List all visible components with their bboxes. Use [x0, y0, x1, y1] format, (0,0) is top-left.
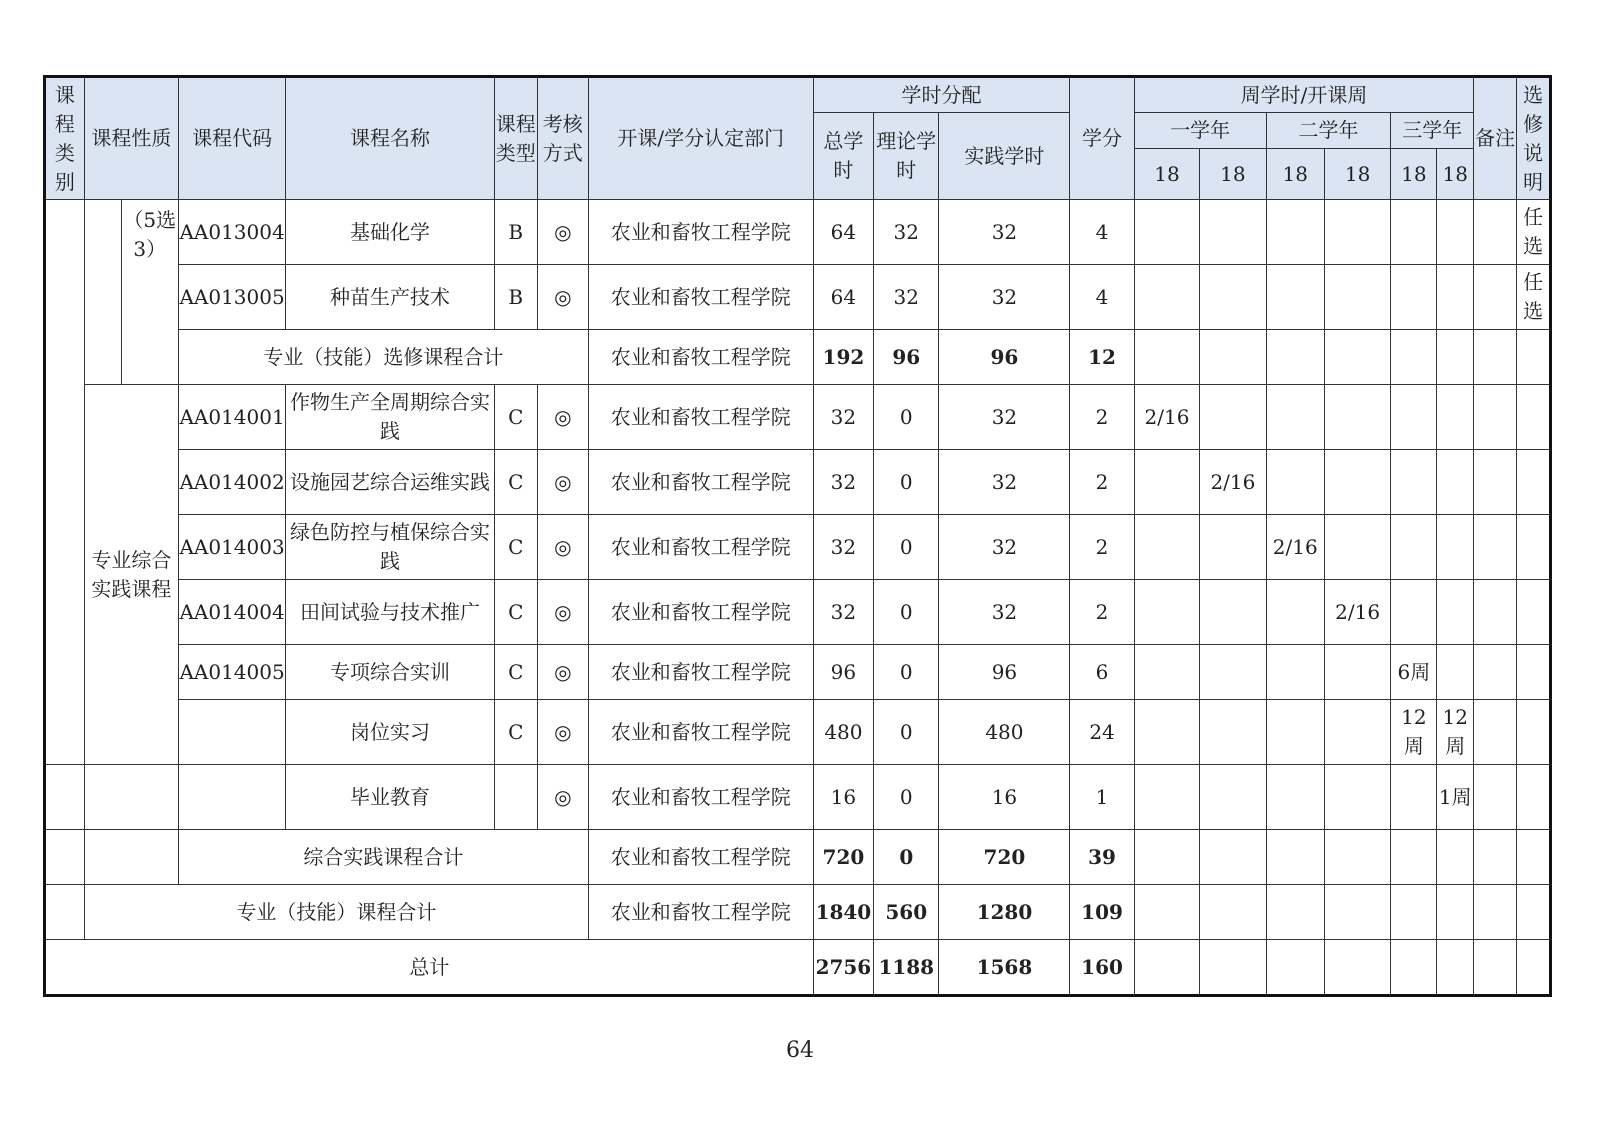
table-row	[45, 515, 1551, 580]
course-code: AA014001	[178, 385, 285, 450]
table-row	[45, 580, 1551, 645]
course-name: 专项综合实训	[286, 645, 495, 700]
course-plan-table	[43, 75, 1552, 997]
total-hours: 96	[813, 645, 873, 700]
week-cell: 12周	[1437, 700, 1474, 765]
week-cell	[1200, 645, 1266, 700]
week-cell	[1134, 580, 1199, 645]
header-category: 课程类别	[45, 77, 85, 200]
week-cell: 2/16	[1266, 515, 1324, 580]
course-type: C	[494, 580, 537, 645]
exam-method: ◎	[537, 765, 588, 830]
course-name: 绿色防控与植保综合实践	[286, 515, 495, 580]
credits: 2	[1070, 385, 1134, 450]
header-week-1: 18	[1134, 149, 1199, 200]
week-cell: 1周	[1437, 765, 1474, 830]
subtotal-row	[45, 330, 1551, 385]
department: 农业和畜牧工程学院	[588, 830, 813, 885]
credits: 4	[1070, 200, 1134, 265]
week-cell	[1437, 645, 1474, 700]
practice-hours: 720	[939, 830, 1070, 885]
exam-method: ◎	[537, 385, 588, 450]
credits: 2	[1070, 450, 1134, 515]
course-name: 田间试验与技术推广	[286, 580, 495, 645]
week-cell	[1391, 450, 1437, 515]
elective-note: 任选	[1517, 265, 1551, 330]
table-row	[45, 645, 1551, 700]
week-cell: 12周	[1391, 700, 1437, 765]
table-row	[45, 265, 1551, 330]
elective-note: 任选	[1517, 200, 1551, 265]
course-name: 毕业教育	[286, 765, 495, 830]
week-cell	[1324, 700, 1390, 765]
credits: 160	[1070, 940, 1134, 996]
header-type: 课程类型	[494, 77, 537, 200]
theory-hours: 0	[874, 450, 939, 515]
theory-hours: 32	[874, 265, 939, 330]
theory-hours: 0	[874, 515, 939, 580]
theory-hours: 0	[874, 385, 939, 450]
header-year1: 一学年	[1134, 113, 1266, 149]
header-exam: 考核方式	[537, 77, 588, 200]
course-code: AA014005	[178, 645, 285, 700]
practice-hours: 32	[939, 200, 1070, 265]
practice-group-label: 专业综合实践课程	[84, 385, 178, 765]
week-cell	[1437, 515, 1474, 580]
elective-group-note: （5选3）	[121, 200, 178, 385]
course-name: 基础化学	[286, 200, 495, 265]
header-weekly: 周学时/开课周	[1134, 77, 1473, 113]
theory-hours: 1188	[874, 940, 939, 996]
exam-method: ◎	[537, 450, 588, 515]
credits: 4	[1070, 265, 1134, 330]
page-number: 64	[786, 1038, 814, 1063]
course-type	[494, 765, 537, 830]
header-year2: 二学年	[1266, 113, 1391, 149]
course-type: C	[494, 450, 537, 515]
week-cell: 2/16	[1134, 385, 1199, 450]
table-row	[45, 385, 1551, 450]
department: 农业和畜牧工程学院	[588, 765, 813, 830]
week-cell	[1391, 385, 1437, 450]
course-code: AA013005	[178, 265, 285, 330]
header-code: 课程代码	[178, 77, 285, 200]
week-cell	[1266, 450, 1324, 515]
table-row	[45, 450, 1551, 515]
practice-hours: 480	[939, 700, 1070, 765]
subtotal-row	[45, 885, 1551, 940]
course-code: AA014003	[178, 515, 285, 580]
total-hours: 2756	[813, 940, 873, 996]
week-cell	[1200, 580, 1266, 645]
theory-hours: 560	[874, 885, 939, 940]
department: 农业和畜牧工程学院	[588, 515, 813, 580]
exam-method: ◎	[537, 645, 588, 700]
table-row	[45, 765, 1551, 830]
table-row	[45, 700, 1551, 765]
course-code: AA014004	[178, 580, 285, 645]
week-cell: 6周	[1391, 645, 1437, 700]
theory-hours: 0	[874, 830, 939, 885]
theory-hours: 0	[874, 580, 939, 645]
week-cell	[1134, 515, 1199, 580]
department: 农业和畜牧工程学院	[588, 330, 813, 385]
practice-hours: 32	[939, 515, 1070, 580]
table-row	[45, 200, 1551, 265]
exam-method: ◎	[537, 700, 588, 765]
week-cell	[1266, 700, 1324, 765]
week-cell	[1324, 515, 1390, 580]
credits: 24	[1070, 700, 1134, 765]
header-week-5: 18	[1391, 149, 1437, 200]
department: 农业和畜牧工程学院	[588, 700, 813, 765]
theory-hours: 0	[874, 700, 939, 765]
week-cell: 2/16	[1324, 580, 1390, 645]
total-hours: 192	[813, 330, 873, 385]
week-cell	[1266, 645, 1324, 700]
subtotal-row	[45, 830, 1551, 885]
credits: 1	[1070, 765, 1134, 830]
week-cell	[1134, 700, 1199, 765]
credits: 6	[1070, 645, 1134, 700]
grand-total-label: 总计	[45, 940, 814, 996]
total-hours: 32	[813, 580, 873, 645]
department: 农业和畜牧工程学院	[588, 450, 813, 515]
header-week-3: 18	[1266, 149, 1324, 200]
total-hours: 16	[813, 765, 873, 830]
header-hours-alloc: 学时分配	[813, 77, 1070, 113]
week-cell	[1391, 580, 1437, 645]
department: 农业和畜牧工程学院	[588, 580, 813, 645]
header-week-4: 18	[1324, 149, 1390, 200]
week-cell	[1134, 645, 1199, 700]
theory-hours: 0	[874, 765, 939, 830]
total-hours: 32	[813, 385, 873, 450]
course-type: C	[494, 385, 537, 450]
course-type: C	[494, 515, 537, 580]
credits: 2	[1070, 580, 1134, 645]
practice-hours: 32	[939, 580, 1070, 645]
course-type: C	[494, 645, 537, 700]
practice-hours: 32	[939, 385, 1070, 450]
week-cell: 2/16	[1200, 450, 1266, 515]
week-cell	[1200, 385, 1266, 450]
header-week-2: 18	[1200, 149, 1266, 200]
total-hours: 32	[813, 450, 873, 515]
course-type: B	[494, 200, 537, 265]
practice-hours: 32	[939, 450, 1070, 515]
header-week-6: 18	[1437, 149, 1474, 200]
total-row	[45, 940, 1551, 996]
week-cell	[1391, 515, 1437, 580]
practice-hours: 1280	[939, 885, 1070, 940]
total-hours: 1840	[813, 885, 873, 940]
week-cell	[1437, 450, 1474, 515]
credits: 12	[1070, 330, 1134, 385]
course-name: 设施园艺综合运维实践	[286, 450, 495, 515]
subtotal-label: 专业（技能）选修课程合计	[178, 330, 588, 385]
practice-hours: 16	[939, 765, 1070, 830]
exam-method: ◎	[537, 200, 588, 265]
course-type: B	[494, 265, 537, 330]
theory-hours: 32	[874, 200, 939, 265]
header-practice-hours: 实践学时	[939, 113, 1070, 200]
week-cell	[1134, 450, 1199, 515]
practice-hours: 96	[939, 645, 1070, 700]
week-cell	[1266, 385, 1324, 450]
exam-method: ◎	[537, 265, 588, 330]
header-year3: 三学年	[1391, 113, 1474, 149]
course-name: 作物生产全周期综合实践	[286, 385, 495, 450]
total-hours: 64	[813, 200, 873, 265]
week-cell	[1266, 580, 1324, 645]
department: 农业和畜牧工程学院	[588, 645, 813, 700]
credits: 39	[1070, 830, 1134, 885]
course-code	[178, 700, 285, 765]
practice-hours: 1568	[939, 940, 1070, 996]
course-name: 种苗生产技术	[286, 265, 495, 330]
header-theory-hours: 理论学时	[874, 113, 939, 200]
subtotal-label: 综合实践课程合计	[178, 830, 588, 885]
total-hours: 480	[813, 700, 873, 765]
credits: 109	[1070, 885, 1134, 940]
week-cell	[1324, 385, 1390, 450]
department: 农业和畜牧工程学院	[588, 200, 813, 265]
course-type: C	[494, 700, 537, 765]
header-elective-note: 选修说明	[1517, 77, 1551, 200]
exam-method: ◎	[537, 580, 588, 645]
department: 农业和畜牧工程学院	[588, 265, 813, 330]
week-cell	[1437, 385, 1474, 450]
header-remark: 备注	[1474, 77, 1517, 200]
total-hours: 720	[813, 830, 873, 885]
practice-hours: 96	[939, 330, 1070, 385]
header-nature: 课程性质	[84, 77, 178, 200]
header-total-hours: 总学时	[813, 113, 873, 200]
practice-hours: 32	[939, 265, 1070, 330]
course-name: 岗位实习	[286, 700, 495, 765]
course-code: AA014002	[178, 450, 285, 515]
total-hours: 64	[813, 265, 873, 330]
total-hours: 32	[813, 515, 873, 580]
subtotal-label: 专业（技能）课程合计	[84, 885, 588, 940]
week-cell	[1200, 700, 1266, 765]
week-cell	[1437, 580, 1474, 645]
header-credits: 学分	[1070, 77, 1134, 200]
course-code: AA013004	[178, 200, 285, 265]
theory-hours: 0	[874, 645, 939, 700]
course-code	[178, 765, 285, 830]
week-cell	[1324, 450, 1390, 515]
credits: 2	[1070, 515, 1134, 580]
week-cell	[1324, 645, 1390, 700]
header-dept: 开课/学分认定部门	[588, 77, 813, 200]
theory-hours: 96	[874, 330, 939, 385]
exam-method: ◎	[537, 515, 588, 580]
week-cell	[1200, 515, 1266, 580]
department: 农业和畜牧工程学院	[588, 385, 813, 450]
header-name: 课程名称	[286, 77, 495, 200]
department: 农业和畜牧工程学院	[588, 885, 813, 940]
